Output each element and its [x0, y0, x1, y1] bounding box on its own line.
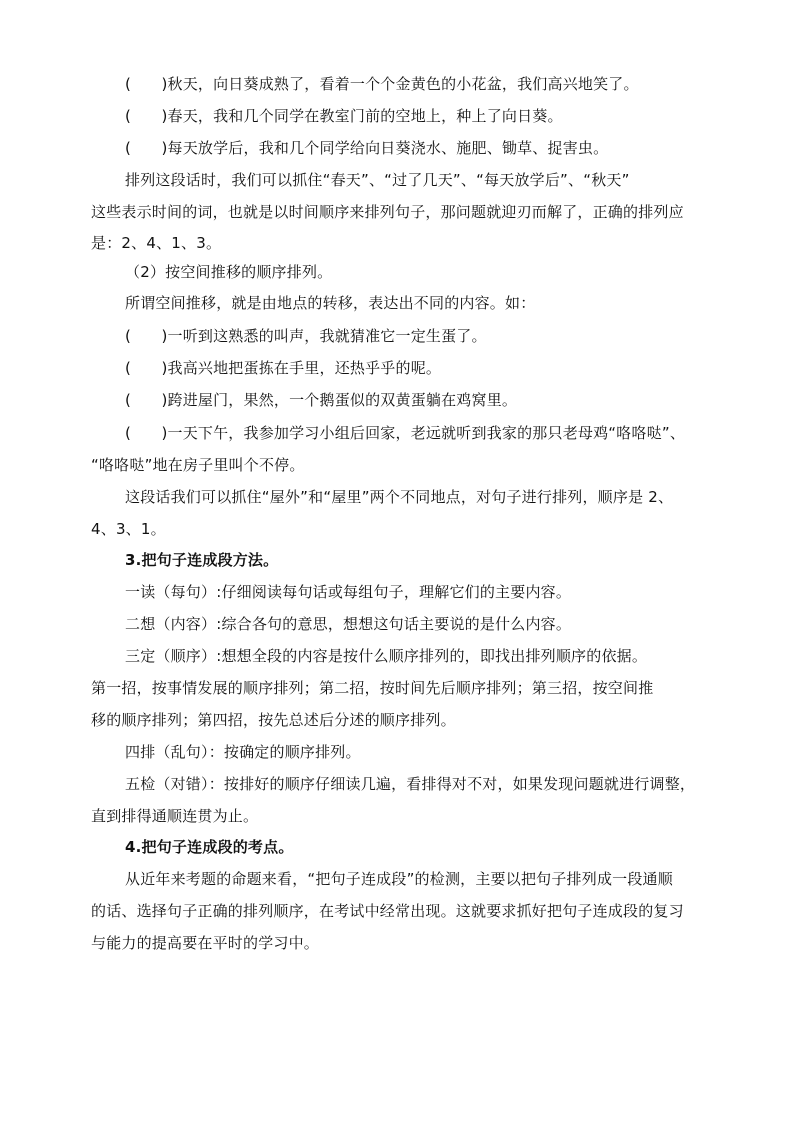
- section-heading-space-order: （2）按空间推移的顺序排列。: [125, 263, 333, 281]
- heading-exam-points: 4.把句子连成段的考点。: [125, 838, 294, 856]
- sentence-option-autumn: ( )秋天，向日葵成熟了，看着一个个金黄色的小花盆，我们高兴地笑了。: [125, 75, 639, 93]
- paragraph-space-definition: 所谓空间推移，就是由地点的转移，表达出不同的内容。如：: [125, 294, 536, 312]
- method-tricks-cont: 移的顺序排列；第四招，按先总述后分述的顺序排列。: [91, 711, 456, 729]
- paragraph-exam-end: 与能力的提高要在平时的学习中。: [91, 934, 320, 952]
- paragraph-space-answer: 4、3、1。: [91, 520, 166, 538]
- sentence-option-spring: ( )春天，我和几个同学在教室门前的空地上，种上了向日葵。: [125, 107, 563, 125]
- paragraph-exam-cont: 的话、选择句子正确的排列顺序，在考试中经常出现。这就要求抓好把句子连成段的复习: [91, 902, 684, 920]
- paragraph-time-order-answer: 是：2、4、1、3。: [91, 234, 222, 252]
- method-step-read: 一读（每句）:仔细阅读每句话或每组句子，理解它们的主要内容。: [125, 583, 572, 601]
- paragraph-exam: 从近年来考题的命题来看，“把句子连成段”的检测，主要以把句子排列成一段通顺: [125, 870, 673, 888]
- method-step-think: 二想（内容）:综合各句的意思，想想这句话主要说的是什么内容。: [125, 615, 572, 633]
- sentence-option-afternoon: ( )一天下午，我参加学习小组后回家，老远就听到我家的那只老母鸡“咯咯哒”、: [125, 424, 686, 442]
- sentence-option-afternoon-cont: “咯咯哒”地在房子里叫个不停。: [91, 456, 305, 474]
- sentence-option-pick-egg: ( )我高兴地把蛋拣在手里，还热乎乎的呢。: [125, 359, 442, 377]
- paragraph-time-order-cont: 这些表示时间的词，也就是以时间顺序来排列句子，那问题就迎刃而解了，正确的排列应: [91, 203, 684, 221]
- sentence-option-after-school: ( )每天放学后，我和几个同学给向日葵浇水、施肥、锄草、捉害虫。: [125, 139, 609, 157]
- paragraph-space-analysis: 这段话我们可以抓住“屋外”和“屋里”两个不同地点，对句子进行排列，顺序是 2、: [125, 488, 674, 506]
- method-step-check: 五检（对错）：按排好的顺序仔细读几遍，看排得对不对，如果发现问题就进行调整，: [125, 775, 696, 793]
- heading-method: 3.把句子连成段方法。: [125, 551, 279, 569]
- method-step-decide: 三定（顺序）:想想全段的内容是按什么顺序排列的，即找出排列顺序的依据。: [125, 647, 648, 665]
- paragraph-time-order: 排列这段话时，我们可以抓住“春天”、“过了几天”、“每天放学后”、“秋天”: [125, 171, 630, 189]
- method-step-arrange: 四排（乱句）：按确定的顺序排列。: [125, 743, 361, 761]
- method-tricks: 第一招，按事情发展的顺序排列；第二招，按时间先后顺序排列；第三招，按空间推: [91, 679, 654, 697]
- sentence-option-hear-call: ( )一听到这熟悉的叫声，我就猜准它一定生蛋了。: [125, 327, 487, 345]
- method-step-check-cont: 直到排得通顺连贯为止。: [91, 807, 259, 825]
- sentence-option-enter-door: ( )跨进屋门，果然，一个鹅蛋似的双黄蛋躺在鸡窝里。: [125, 391, 518, 409]
